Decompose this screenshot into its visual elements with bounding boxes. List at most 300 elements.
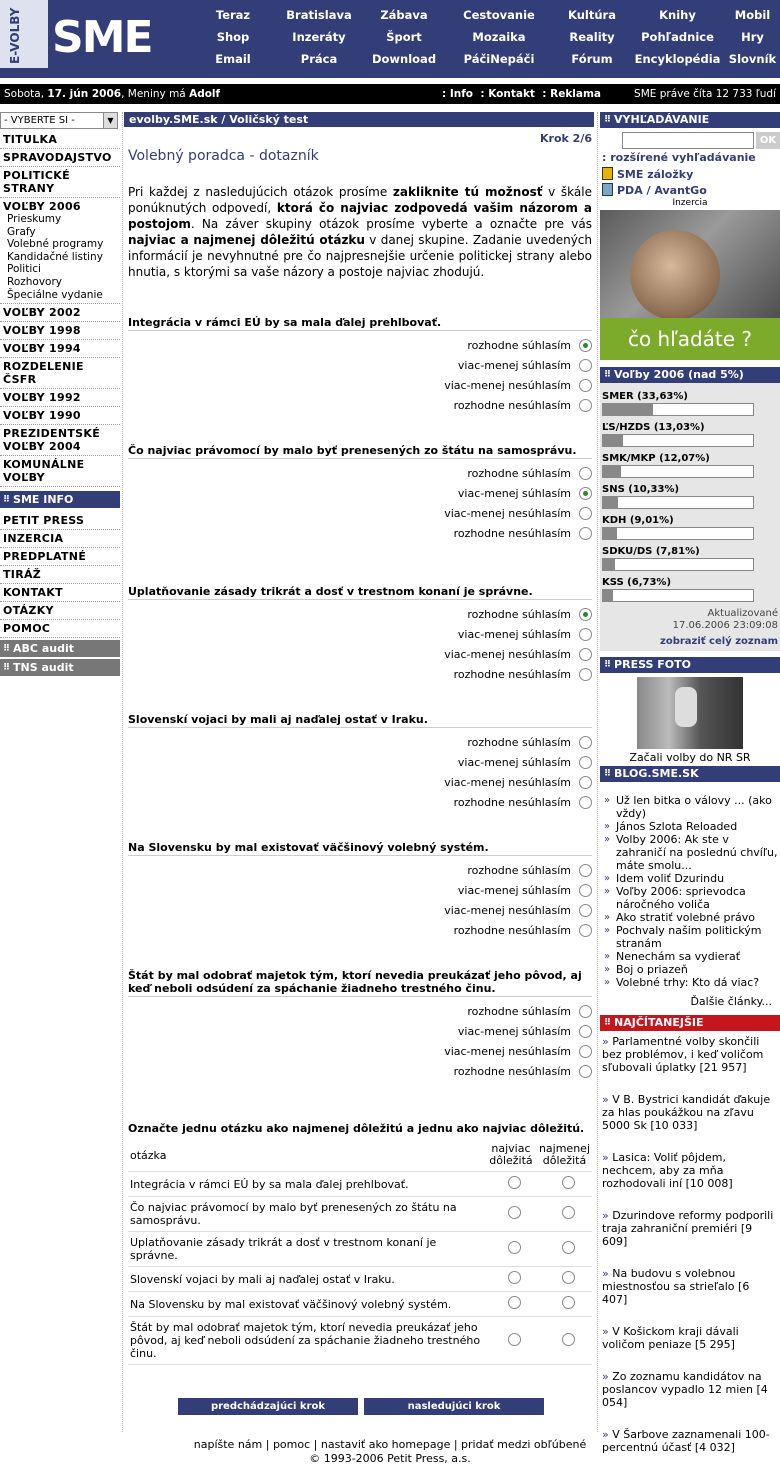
nav-link-0-4[interactable]: Kultúra [568,8,616,22]
least-important-cell [537,1267,592,1292]
poll-bar-fill [603,466,621,477]
sidebar-subitem[interactable]: Rozhovory [7,275,63,288]
answer-radio[interactable] [579,796,592,809]
pda-icon [602,183,613,196]
least-important-radio[interactable] [562,1333,575,1346]
most-read-text: V Šarbove zaznamenali 100-percentnú účasť [4 032] [602,1428,770,1454]
poll-label: ĽS/HZDS (13,03%) [602,422,705,433]
answer-radio[interactable] [579,507,592,520]
send-postcard-link[interactable]: - pošli pohľadnicu [220,88,318,100]
poll-row [602,453,778,478]
most-read-item[interactable] [602,1151,778,1190]
poll-header: ⠿ Voľby 2006 (nad 5%) [600,367,780,383]
nav-row [192,4,780,26]
importance-section [128,1122,592,1365]
nav-link-0-6[interactable]: Mobil [734,8,771,22]
answer-label: rozhodne nesúhlasím [453,526,571,540]
sidebar-item[interactable]: PREZIDENTSKÉ VOĽBY 2004 [0,425,120,456]
ad-label: Inzercia [672,198,708,208]
blog-item[interactable]: » Ako stratiť volebné právo [604,911,778,924]
intro-part: v škále ponúknutých odpovedí, [128,185,592,215]
answer-option[interactable] [128,772,592,792]
nav-link-2-4[interactable]: Fórum [571,52,613,66]
least-important-cell [537,1172,592,1197]
most-important-radio[interactable] [508,1333,521,1346]
blog-header: ⠿ BLOG.SME.SK [600,766,780,782]
question-block [128,969,592,1081]
poll-bar [602,558,754,571]
importance-row [128,1232,592,1267]
poll-row [602,391,778,416]
intro-part: v danej skupine. Zadanie uvedených informácií je nevyhnutné pre čo najpresnejšie určenie politickej strany alebo hnutia, s ktorými sa vaše názory a postoje najviac zhodujú. [128,233,593,279]
most-important-cell [485,1172,537,1197]
footer [0,1438,780,1466]
sidebar-item[interactable]: KOMUNÁLNE VOĽBY [0,456,120,487]
date-line: Sobota, 17. jún 2006, Meniny má Adolf - pošli pohľadnicu [4,88,318,100]
importance-question: Čo najviac právomocí by malo byť prenesených zo štátu na samosprávu. [128,1197,485,1232]
press-photo-header: ⠿ PRESS FOTO [600,657,780,673]
sidebar-item[interactable]: PETIT PRESS [0,512,120,530]
poll-bar [602,434,754,447]
answer-option[interactable] [128,624,592,644]
sidebar-subitem[interactable]: Kandidačné listiny [7,250,103,263]
col-least: najmenej dôležitá [537,1139,592,1172]
press-photo-image[interactable] [637,677,743,749]
search-row [600,128,780,149]
answer-radio[interactable] [579,379,592,392]
answer-radio[interactable] [579,628,592,641]
answer-label: rozhodne nesúhlasím [453,1064,571,1078]
top-navigation [192,4,780,70]
poll-label: SMER (33,63%) [602,391,688,402]
importance-table [128,1139,592,1365]
most-read-item[interactable] [602,1209,778,1248]
answer-option[interactable] [128,335,592,355]
main-content [124,112,594,280]
most-important-radio[interactable] [508,1241,521,1254]
ad-banner[interactable] [600,210,780,360]
answer-label: rozhodne súhlasím [467,466,571,480]
poll-bar-fill [603,559,615,570]
answer-label: viac-menej nesúhlasím [444,903,571,917]
press-photo-caption[interactable]: Začali volby do NR SR [629,751,751,764]
answer-radio[interactable] [579,884,592,897]
nav-link-1-1[interactable]: Inzeráty [292,30,346,44]
answer-label: viac-menej nesúhlasím [444,506,571,520]
poll-bar-fill [603,404,653,415]
least-important-cell [537,1197,592,1232]
answer-radio[interactable] [579,527,592,540]
site-header [0,0,780,78]
sidebar-item[interactable]: SPRAVODAJSTVO [0,149,120,167]
answer-option[interactable] [128,1021,592,1041]
most-read-text: Na budovu s volebnou miestnosťou sa strieľalo [6 407] [602,1267,750,1306]
answer-option[interactable] [128,395,592,415]
answer-radio[interactable] [579,924,592,937]
importance-row [128,1172,592,1197]
breadcrumb: evolby.SME.sk / Voličský test [124,112,594,127]
least-important-radio[interactable] [562,1271,575,1284]
info-bar [0,84,780,104]
answer-radio[interactable] [579,1005,592,1018]
nav-link-1-2[interactable]: Šport [386,30,422,44]
sidebar-item[interactable]: VOĽBY 1998 [0,322,120,340]
question-text: Čo najviac právomocí by malo byť prenesených zo štátu na samosprávu. [128,444,592,459]
least-important-radio[interactable] [562,1176,575,1189]
poll-bar [602,496,754,509]
answer-label: viac-menej súhlasím [457,1024,571,1038]
most-read-text: Lasica: Voliť pôjdem, nechcem, aby za mňa rozhodovali iní [10 008] [602,1151,733,1190]
sidebar-item[interactable]: PREDPLATNÉ [0,548,120,566]
page-title: Volebný poradca - dotazník [128,148,319,164]
answer-option[interactable] [128,375,592,395]
poll-bar [602,589,754,602]
intro-part: Pri každej z nasledujúcich otázok prosíme [128,185,393,199]
most-read-list [600,1031,780,1454]
grip-icon: ⠿ [604,370,612,380]
question-block [128,444,592,543]
most-read-header: ⠿ NAJČÍTANEJŠIE [600,1015,780,1031]
reader-count: SME práve číta 12 733 ľudí [634,88,776,100]
most-read-text: Zo zoznamu kandidátov na poslancov vypadlo 12 mien [4 054] [602,1370,768,1409]
arrow-icon: » [602,1370,613,1383]
answer-radio[interactable] [579,399,592,412]
importance-title: Označte jednu otázku ako najmenej dôležitú a jednu ako najviac dôležitú. [128,1122,585,1135]
blog-item[interactable]: » Boj o priazeň [604,963,778,976]
arrow-icon: » [602,1035,613,1048]
answer-option[interactable] [128,523,592,543]
nav-link-1-5[interactable]: Pohľadnice [641,30,714,44]
step-buttons [178,1398,544,1415]
most-read-text: Dzurindove reformy podporili traja zahraniční premiéri [9 609] [602,1209,774,1248]
col-question: otázka [128,1139,485,1172]
grip-icon: ⠿ [604,769,612,779]
nav-group-main [0,131,120,198]
nav-group-elections [0,304,120,487]
answer-radio[interactable] [579,487,592,500]
most-important-radio[interactable] [508,1206,521,1219]
most-important-cell [485,1292,537,1317]
poll-rows [602,391,778,602]
grip-icon: ⠿ [3,663,11,674]
least-important-cell [537,1232,592,1267]
nav-link-2-3[interactable]: PáčiNepáči [463,52,535,66]
contact-link[interactable]: : Kontakt [480,88,535,100]
answer-option[interactable] [128,792,592,812]
grip-icon: ⠿ [3,495,11,506]
poll-bar-fill [603,497,618,508]
sidebar-item[interactable]: KONTAKT [0,584,120,602]
nav-row [192,26,780,48]
most-important-radio[interactable] [508,1176,521,1189]
chevron-down-icon: ▼ [103,113,117,128]
search-ok-button[interactable]: OK [756,132,780,149]
blog-more-link[interactable]: Ďalšie články... [690,995,772,1008]
importance-row [128,1197,592,1232]
question-text: Na Slovensku by mal existovať väčšinový volebný systém. [128,841,592,856]
most-important-radio[interactable] [508,1296,521,1309]
abc-audit-link[interactable]: ⠿ ABC audit [0,640,120,659]
poll-row [602,515,778,540]
blog-item[interactable]: » Volby 2006: Ak ste v zahraničí na poslednú chvíľu, máte smolu... [604,833,778,872]
importance-row [128,1317,592,1365]
answer-label: viac-menej súhlasím [457,486,571,500]
col-most: najviac dôležitá [485,1139,537,1172]
most-important-radio[interactable] [508,1271,521,1284]
answer-label: viac-menej súhlasím [457,755,571,769]
question-block [128,713,592,812]
blog-item[interactable]: » Voľby 2006: sprievodca náročného voliča [604,885,778,911]
importance-row [128,1267,592,1292]
sidebar-item[interactable]: INZERCIA [0,530,120,548]
sidebar-item[interactable]: ROZDELENIE ČSFR [0,358,120,389]
sidebar-item[interactable]: TITULKA [0,131,120,149]
nav-link-2-1[interactable]: Práca [300,52,338,66]
arrow-icon: » [602,1428,613,1441]
nav-link-2-2[interactable]: Download [371,52,437,66]
answer-option[interactable] [128,355,592,375]
sidebar-item[interactable]: POLITICKÉ STRANY [0,167,120,198]
grip-icon: ⠿ [604,660,612,670]
poll-row [602,422,778,447]
arrow-icon: » [602,1267,613,1280]
answer-option[interactable] [128,1001,592,1021]
sidebar-item[interactable]: VOĽBY 1990 [0,407,120,425]
nav-link-0-1[interactable]: Bratislava [286,8,352,22]
importance-header-row [128,1139,592,1172]
most-read-item[interactable] [602,1035,778,1074]
sidebar-item[interactable]: VOĽBY 2002 [0,304,120,322]
most-read-text: V Košickom kraji dávali voličom peniaze [5 295] [602,1325,739,1351]
poll-bar [602,403,754,416]
answer-label: viac-menej súhlasím [457,358,571,372]
grip-icon: ⠿ [604,115,612,125]
sidebar-subitem[interactable]: Prieskumy [7,213,62,225]
show-all-link[interactable]: zobraziť celý zoznam [660,636,778,647]
answer-option[interactable] [128,644,592,664]
intro-part: zakliknite tú možnosť [392,185,543,199]
blog-item[interactable]: » Pochvaly našim politickým stranám [604,924,778,950]
divider-left [122,112,123,1432]
copyright: © 1993-2006 Petit Press, a.s. [309,1452,471,1465]
next-step-button[interactable]: nasledujúci krok [364,1398,544,1415]
evolby-logo[interactable]: E-VOLBY [0,0,48,68]
answer-label: rozhodne súhlasím [467,607,571,621]
answer-radio[interactable] [579,1025,592,1038]
nav-link-1-6[interactable]: Hry [741,30,764,44]
intro-part: . Na záver skupiny otázok prosíme vyberte a označte pre vás [190,217,592,231]
grip-icon: ⠿ [3,644,11,655]
nav-link-0-3[interactable]: Cestovanie [463,8,535,22]
sidebar-subitem[interactable]: Grafy [7,225,36,238]
pda-link[interactable]: PDA / AvantGo [600,183,780,197]
sidebar-subitem[interactable]: Špeciálne vydanie [7,288,103,301]
advanced-search-link[interactable]: : rozšírené vyhľadávanie [602,151,756,164]
blog-item[interactable]: » Nenechám sa vydierať [604,950,778,963]
sidebar-subitem[interactable]: Volebné programy [7,238,104,251]
blog-item[interactable]: » Volebné trhy: Kto dá viac? [604,976,778,989]
answer-option[interactable] [128,664,592,684]
question-block [128,585,592,684]
right-sidebar [600,112,780,1473]
importance-question: Štát by mal odobrať majetok tým, ktorí nevedia preukázať jeho pôvod, aj keď neboli odsúdení za spáchanie žiadneho trestného činu. [128,1317,485,1365]
sidebar-item-volby-2006[interactable]: VOĽBY 2006 [3,200,81,213]
answer-label: rozhodne nesúhlasím [453,398,571,412]
question-block [128,841,592,940]
poll-bar-fill [603,590,613,601]
question-text: Slovenskí vojaci by mali aj naďalej ostať v Iraku. [128,713,592,728]
poll-row [602,484,778,509]
importance-question: Uplatňovanie zásady trikrát a dosť v trestnom konaní je správne. [128,1232,485,1267]
importance-question: Slovenskí vojaci by mali aj naďalej ostať v Iraku. [128,1267,485,1292]
least-important-radio[interactable] [562,1241,575,1254]
question-block [128,316,592,415]
most-important-cell [485,1267,537,1292]
answer-radio[interactable] [579,776,592,789]
answer-radio[interactable] [579,904,592,917]
most-read-item[interactable] [602,1267,778,1306]
poll-label: SMK/MKP (12,07%) [602,453,710,464]
sidebar-item[interactable]: POMOC [0,620,120,638]
nav-link-2-6[interactable]: Slovník [728,52,777,66]
step-indicator: Krok 2/6 [540,132,592,145]
poll-label: SDKU/DS (7,81%) [602,546,700,557]
answer-label: rozhodne súhlasím [467,338,571,352]
question-text: Integrácia v rámci EÚ by sa mala ďalej prehlbovať. [128,316,592,331]
most-important-cell [485,1317,537,1365]
arrow-icon: » [602,1151,613,1164]
most-read-text: Parlamentné volby skončili bez problémov, i keď voličom sľubovali úplatky [21 957] [602,1035,764,1074]
divider-right [597,112,598,1432]
answer-radio[interactable] [579,736,592,749]
answer-radio[interactable] [579,756,592,769]
least-important-cell [537,1292,592,1317]
sidebar-item[interactable]: OTÁZKY [0,602,120,620]
ad-face-image [630,230,720,320]
nav-link-0-0[interactable]: Teraz [215,8,251,22]
tns-audit-link[interactable]: ⠿ TNS audit [0,659,120,678]
answer-radio[interactable] [579,864,592,877]
advert-link[interactable]: : Reklama [542,88,602,100]
blog-item[interactable]: » Už len bitka o válovy ... (ako vždy) [604,794,778,820]
answer-option[interactable] [128,900,592,920]
answer-option[interactable] [128,463,592,483]
most-read-item[interactable] [602,1093,778,1132]
blog-item[interactable]: » Idem voliť Dzurindu [604,872,778,885]
answer-label: viac-menej nesúhlasím [444,775,571,789]
footer-links[interactable]: napíšte nám | pomoc | nastaviť ako homepage | pridať medzi obľúbené [193,1438,587,1451]
importance-row [128,1292,592,1317]
intro-part: najviac a najmenej dôležitú otázku [128,233,365,247]
answer-option[interactable] [128,1061,592,1081]
left-sidebar [0,112,120,678]
arrow-icon: » [602,1093,613,1106]
sidebar-item[interactable]: VOĽBY 1994 [0,340,120,358]
bookmarks-link[interactable]: SME záložky [600,167,780,181]
answer-label: rozhodne nesúhlasím [453,667,571,681]
nav-link-1-0[interactable]: Shop [216,30,250,44]
answer-radio[interactable] [579,359,592,372]
section-select[interactable]: - VYBERTE SI - ▼ [0,112,118,129]
least-important-cell [537,1317,592,1365]
nav-link-1-3[interactable]: Mozaika [472,30,526,44]
answer-radio[interactable] [579,1045,592,1058]
answer-option[interactable] [128,1041,592,1061]
answer-label: viac-menej nesúhlasím [444,647,571,661]
nav-link-0-5[interactable]: Knihy [659,8,696,22]
intro-text [128,184,592,280]
intro-part: ktorá čo najviac zodpovedá vašim názorom a postojom [128,201,592,231]
blog-item[interactable]: » János Szlota Reloaded [604,820,778,833]
answer-radio[interactable] [579,648,592,661]
blog-items [604,794,778,989]
importance-question: Integrácia v rámci EÚ by sa mala ďalej prehlbovať. [128,1172,485,1197]
answer-option[interactable] [128,483,592,503]
nav-link-0-2[interactable]: Zábava [380,8,428,22]
answer-label: viac-menej súhlasím [457,883,571,897]
prev-step-button[interactable]: predchádzajúci krok [178,1398,358,1415]
sidebar-subitem[interactable]: Politici [7,263,41,276]
answer-option[interactable] [128,732,592,752]
answer-option[interactable] [128,503,592,523]
question-text: Štát by mal odobrať majetok tým, ktorí nevedia preukázať jeho pôvod, aj keď neboli odsúdení za spáchanie žiadneho trestného činu. [128,969,592,997]
poll-label: KSS (6,73%) [602,577,672,588]
answer-label: viac-menej nesúhlasím [444,1044,571,1058]
answer-option[interactable] [128,604,592,624]
blog-list [600,790,780,1008]
poll-results [600,383,780,651]
answer-label: viac-menej nesúhlasím [444,378,571,392]
search-input[interactable] [622,132,754,149]
nav-link-2-0[interactable]: Email [215,52,251,66]
least-important-radio[interactable] [562,1296,575,1309]
most-read-item[interactable] [602,1325,778,1351]
nav-link-1-4[interactable]: Reality [569,30,615,44]
answer-radio[interactable] [579,1065,592,1078]
answer-radio[interactable] [579,668,592,681]
sidebar-item[interactable]: VOĽBY 1992 [0,389,120,407]
answer-option[interactable] [128,920,592,940]
sme-info-header: ⠿ SME INFO [0,491,120,508]
poll-label: SNS (10,33%) [602,484,680,495]
answer-label: rozhodne súhlasím [467,1004,571,1018]
arrow-icon: » [602,1209,613,1222]
poll-bar [602,527,754,540]
answer-option[interactable] [128,860,592,880]
sidebar-item[interactable]: TIRÁŽ [0,566,120,584]
poll-bar-fill [603,528,617,539]
answer-radio[interactable] [579,608,592,621]
poll-bar-fill [603,435,623,446]
nav-group-info [0,512,120,638]
info-link[interactable]: : Info [442,88,474,100]
least-important-radio[interactable] [562,1206,575,1219]
answer-option[interactable] [128,752,592,772]
nav-row [192,48,780,70]
nav-link-2-5[interactable]: Encyklopédia [634,52,721,66]
most-read-item[interactable] [602,1370,778,1409]
ad-text: čo hľadáte ? [600,318,780,360]
answer-radio[interactable] [579,467,592,480]
poll-label: KDH (9,01%) [602,515,674,526]
answer-label: viac-menej súhlasím [457,627,571,641]
sme-logo[interactable]: SME [52,12,152,63]
answer-option[interactable] [128,880,592,900]
answer-radio[interactable] [579,339,592,352]
search-header: ⠿ VYHĽADÁVANIE [600,112,780,128]
info-links [442,84,601,104]
volby-2006-submenu [0,213,120,304]
